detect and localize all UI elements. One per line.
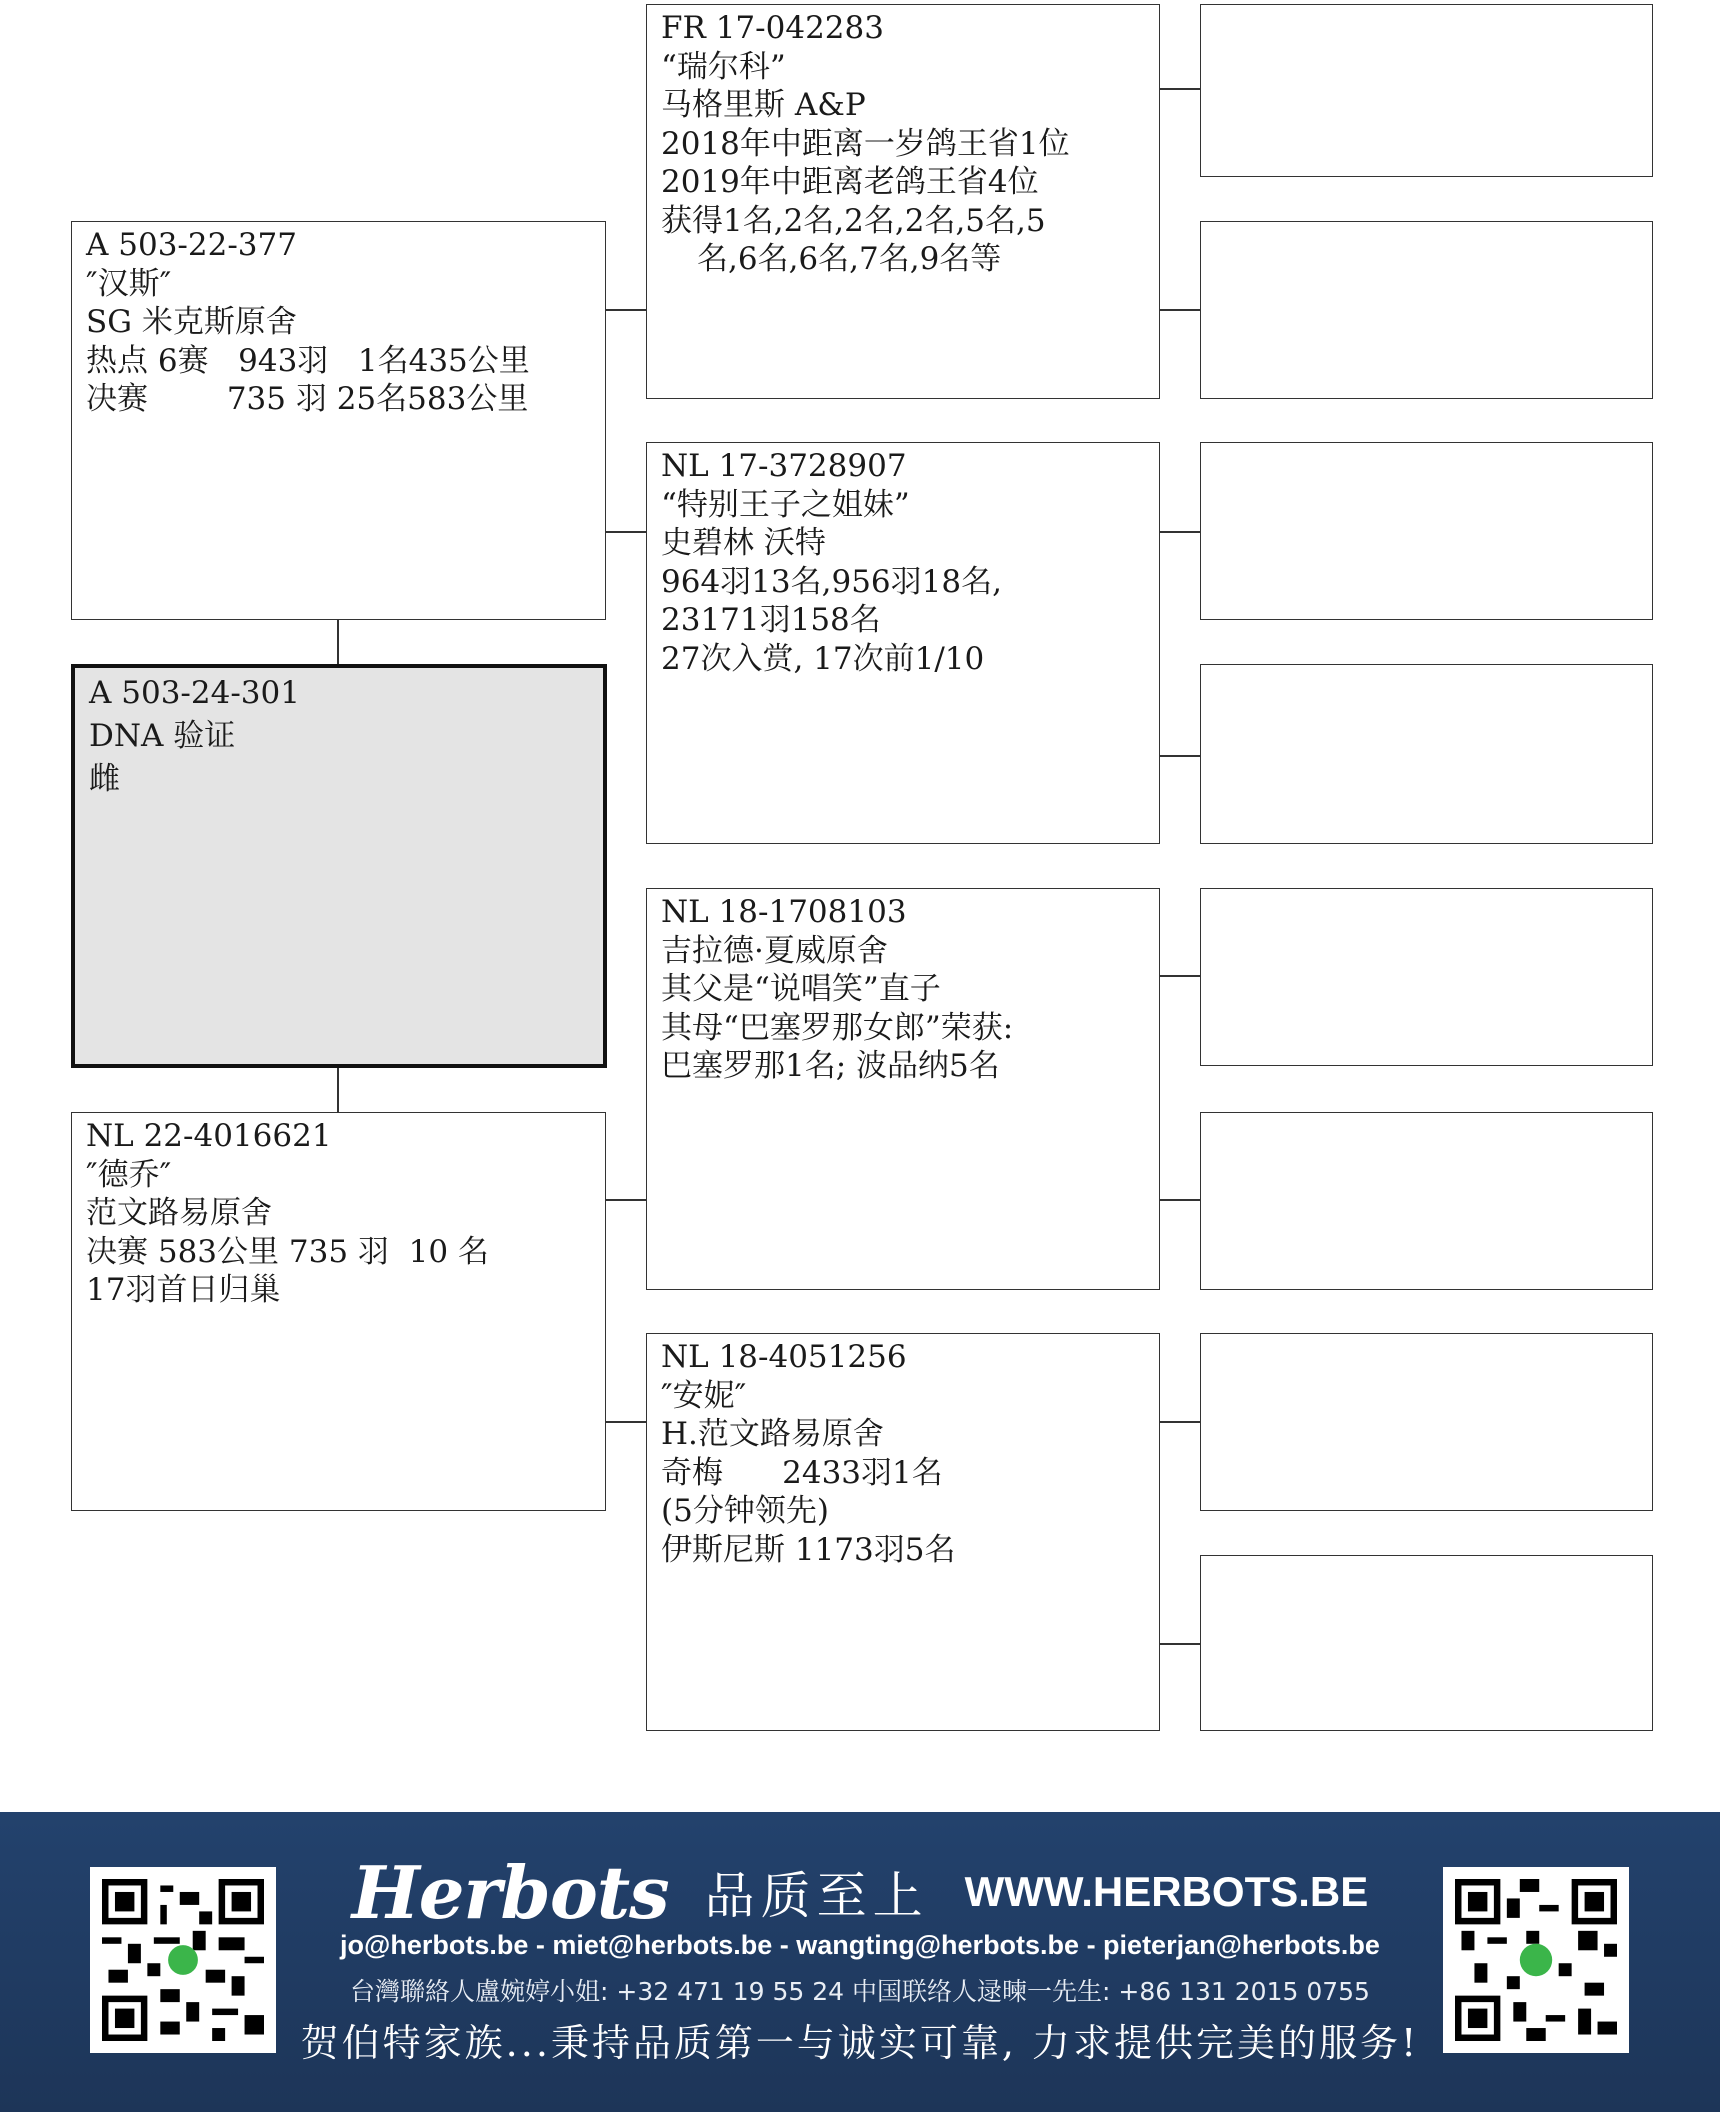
qr-code-icon: [102, 1879, 264, 2041]
connector-line: [1160, 88, 1200, 90]
sire-dam-result: 27次入赏, 17次前1/10: [661, 640, 985, 677]
dam-dam-ring: NL 18-4051256: [661, 1339, 907, 1375]
connector-line: [606, 1199, 646, 1201]
motto: 贺伯特家族...秉持品质第一与诚实可靠, 力求提供完美的服务!: [300, 2021, 1420, 2065]
connector-line: [337, 620, 339, 664]
qr-code-icon: [1455, 1879, 1617, 2041]
sire-sire-result: 名,6名,6名,7名,9名等: [697, 241, 1002, 277]
qr-code-right[interactable]: [1443, 1867, 1629, 2053]
dam-sire-note: 其母“巴塞罗那女郎”荣获:: [661, 1009, 1014, 1046]
dam-sire-box: [646, 888, 1160, 1290]
sire-sire-result: 2019年中距离老鸽王省4位: [661, 164, 1039, 200]
ggp-box-7: [1200, 1333, 1653, 1511]
dam-dam-result: 伊斯尼斯 1173羽5名: [661, 1531, 956, 1568]
sire-sire-name: “瑞尔科”: [661, 48, 786, 85]
connector-line: [1160, 1421, 1200, 1423]
dam-ring: NL 22-4016621: [86, 1118, 332, 1154]
connector-line: [1160, 755, 1200, 757]
sire-breeder: SG 米克斯原舍: [86, 304, 297, 340]
sire-sire-result: 获得1名,2名,2名,2名,5名,5: [661, 202, 1046, 239]
connector-line: [606, 309, 646, 311]
website-link[interactable]: WWW.HERBOTS.BE: [964, 1868, 1369, 1915]
footer-banner: [0, 1812, 1720, 2112]
slogan: 品质至上: [704, 1867, 929, 1925]
contact-persons: 台灣聯絡人盧婉婷小姐: +32 471 19 55 24 中国联络人逯暕一先生: +86 131 2015 0755: [350, 1977, 1370, 2006]
connector-line: [1160, 1199, 1200, 1201]
connector-line: [337, 1068, 339, 1112]
dam-dam-box: [646, 1333, 1160, 1731]
dam-breeder: 范文路易原舍: [86, 1195, 272, 1231]
connector-line: [1160, 975, 1200, 977]
sire-sire-result: 2018年中距离一岁鸽王省1位: [661, 125, 1070, 162]
sire-dam-ring: NL 17-3728907: [661, 448, 907, 484]
ggp-box-1: [1200, 4, 1653, 177]
ggp-box-3: [1200, 442, 1653, 620]
connector-line: [606, 1421, 646, 1423]
qr-code-left[interactable]: [90, 1867, 276, 2053]
sire-result: 决赛 735 羽 25名583公里: [86, 381, 529, 417]
subject-sex: 雌: [89, 761, 120, 797]
dam-sire-note: 巴塞罗那1名; 波品纳5名: [661, 1048, 1000, 1084]
sire-dam-result: 964羽13名,956羽18名,: [661, 563, 1002, 600]
line-icon: [168, 1945, 198, 1975]
sire-dam-name: “特别王子之姐妹”: [661, 486, 910, 523]
sire-result: 热点 6赛 943羽 1名435公里: [86, 342, 530, 379]
sire-sire-breeder: 马格里斯 A&P: [661, 87, 866, 123]
brand-line: [300, 1849, 1420, 1935]
ggp-box-6: [1200, 1112, 1653, 1290]
subject-ring: A 503-24-301: [89, 675, 300, 711]
sire-box: [71, 221, 606, 620]
sire-name: ″汉斯″: [86, 265, 172, 302]
connector-line: [1160, 531, 1200, 533]
dam-name: ″德乔″: [86, 1156, 172, 1193]
dam-result: 决赛 583公里 735 羽 10 名: [86, 1233, 489, 1270]
sire-dam-breeder: 史碧林 沃特: [661, 525, 826, 561]
dam-dam-breeder: H.范文路易原舍: [661, 1416, 884, 1452]
ggp-box-2: [1200, 221, 1653, 399]
connector-line: [1160, 1643, 1200, 1645]
dam-dam-name: ″安妮″: [661, 1377, 747, 1414]
dam-sire-note: 其父是“说唱笑”直子: [661, 971, 941, 1007]
sire-dam-box: [646, 442, 1160, 844]
sire-dam-result: 23171羽158名: [661, 602, 881, 638]
dam-sire-ring: NL 18-1708103: [661, 894, 907, 930]
herbots-logo: Herbots: [351, 1849, 669, 1935]
dam-sire-breeder: 吉拉德·夏威原舍: [661, 932, 888, 969]
dam-dam-result: 奇梅 2433羽1名: [661, 1454, 943, 1491]
ggp-box-4: [1200, 664, 1653, 844]
dam-box: [71, 1112, 606, 1511]
ggp-box-5: [1200, 888, 1653, 1066]
connector-line: [606, 531, 646, 533]
connector-line: [1160, 309, 1200, 311]
ggp-box-8: [1200, 1555, 1653, 1731]
dam-result: 17羽首日归巢: [86, 1272, 281, 1308]
sire-sire-box: [646, 4, 1160, 399]
wechat-icon: [1520, 1944, 1552, 1976]
dam-dam-result: (5分钟领先): [661, 1493, 829, 1529]
sire-sire-ring: FR 17-042283: [661, 10, 884, 46]
subject-box: [71, 664, 607, 1068]
sire-ring: A 503-22-377: [86, 227, 297, 263]
email-list[interactable]: jo@herbots.be - miet@herbots.be - wangting@herbots.be - pieterjan@herbots.be: [340, 1930, 1380, 1960]
subject-dna: DNA 验证: [89, 718, 236, 754]
